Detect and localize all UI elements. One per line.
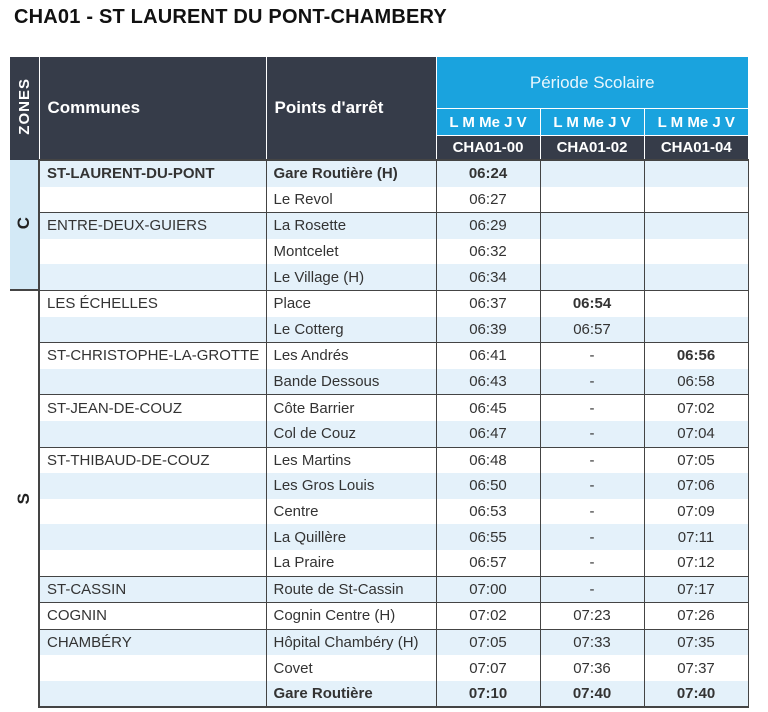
- days-header: L M Me J V: [436, 109, 540, 136]
- table-row: [10, 343, 748, 369]
- commune-cell: ENTRE-DEUX-GUIERS: [39, 213, 266, 239]
- commune-cell: [39, 681, 266, 708]
- time-cell: 06:50: [436, 473, 540, 499]
- table-row: [10, 395, 748, 421]
- commune-cell: CHAMBÉRY: [39, 629, 266, 655]
- time-cell: 07:12: [644, 550, 748, 576]
- stop-cell: Centre: [266, 499, 436, 525]
- time-cell: 06:41: [436, 343, 540, 369]
- table-row: [10, 264, 748, 290]
- table-row: [10, 681, 748, 708]
- time-cell: [540, 160, 644, 187]
- time-cell: 07:40: [644, 681, 748, 708]
- table-row: [10, 421, 748, 447]
- time-cell: [540, 187, 644, 213]
- table-row: [10, 524, 748, 550]
- time-cell: 07:10: [436, 681, 540, 708]
- time-cell: 07:17: [644, 576, 748, 603]
- stop-cell: Hôpital Chambéry (H): [266, 629, 436, 655]
- time-cell: [644, 239, 748, 265]
- table-row: [10, 213, 748, 239]
- time-cell: 07:05: [436, 629, 540, 655]
- table-row: [10, 655, 748, 681]
- time-cell: 06:45: [436, 395, 540, 421]
- commune-cell: [39, 369, 266, 395]
- time-cell: -: [540, 447, 644, 473]
- time-cell: 06:34: [436, 264, 540, 290]
- commune-cell: [39, 187, 266, 213]
- time-cell: -: [540, 524, 644, 550]
- timetable: [10, 57, 749, 708]
- time-cell: 07:04: [644, 421, 748, 447]
- time-cell: -: [540, 421, 644, 447]
- table-row: [10, 629, 748, 655]
- stop-cell: Côte Barrier: [266, 395, 436, 421]
- time-cell: 06:55: [436, 524, 540, 550]
- time-cell: 06:48: [436, 447, 540, 473]
- stop-cell: Gare Routière (H): [266, 160, 436, 187]
- table-row: [10, 239, 748, 265]
- table-row: [10, 160, 748, 187]
- zone-label: [10, 160, 39, 290]
- time-cell: 07:06: [644, 473, 748, 499]
- time-cell: 06:47: [436, 421, 540, 447]
- time-cell: -: [540, 576, 644, 603]
- time-cell: -: [540, 343, 644, 369]
- time-cell: 06:27: [436, 187, 540, 213]
- zones-header-label: ZONES: [15, 78, 33, 135]
- stop-cell: Bande Dessous: [266, 369, 436, 395]
- stop-cell: La Rosette: [266, 213, 436, 239]
- commune-cell: [39, 264, 266, 290]
- table-row: [10, 187, 748, 213]
- time-cell: [644, 264, 748, 290]
- stop-cell: Cognin Centre (H): [266, 603, 436, 630]
- table-row: [10, 447, 748, 473]
- zone-label-text: S: [14, 492, 33, 505]
- time-cell: 06:56: [644, 343, 748, 369]
- time-cell: 06:32: [436, 239, 540, 265]
- course-code: CHA01-00: [436, 136, 540, 161]
- time-cell: [644, 290, 748, 316]
- time-cell: 06:29: [436, 213, 540, 239]
- time-cell: -: [540, 395, 644, 421]
- stop-cell: La Praire: [266, 550, 436, 576]
- stop-cell: Gare Routière: [266, 681, 436, 708]
- zone-label-text: C: [14, 216, 33, 230]
- time-cell: 07:23: [540, 603, 644, 630]
- time-cell: 07:37: [644, 655, 748, 681]
- commune-cell: [39, 317, 266, 343]
- time-cell: 07:09: [644, 499, 748, 525]
- time-cell: 06:37: [436, 290, 540, 316]
- time-cell: 06:43: [436, 369, 540, 395]
- zones-header: [10, 57, 39, 160]
- course-code: CHA01-04: [644, 136, 748, 161]
- page-title: CHA01 - ST LAURENT DU PONT-CHAMBERY: [14, 6, 447, 28]
- time-cell: -: [540, 473, 644, 499]
- time-cell: 06:58: [644, 369, 748, 395]
- time-cell: -: [540, 369, 644, 395]
- time-cell: [540, 213, 644, 239]
- table-row: [10, 369, 748, 395]
- stop-cell: Les Andrés: [266, 343, 436, 369]
- stop-cell: Col de Couz: [266, 421, 436, 447]
- time-cell: 07:05: [644, 447, 748, 473]
- time-cell: 06:39: [436, 317, 540, 343]
- time-cell: [540, 264, 644, 290]
- days-header: L M Me J V: [540, 109, 644, 136]
- stop-cell: Le Revol: [266, 187, 436, 213]
- course-code: CHA01-02: [540, 136, 644, 161]
- stop-cell: La Quillère: [266, 524, 436, 550]
- time-cell: [644, 187, 748, 213]
- time-cell: 07:33: [540, 629, 644, 655]
- commune-cell: COGNIN: [39, 603, 266, 630]
- time-cell: 07:35: [644, 629, 748, 655]
- time-cell: 07:40: [540, 681, 644, 708]
- stop-cell: Le Cotterg: [266, 317, 436, 343]
- table-row: [10, 550, 748, 576]
- table-row: [10, 576, 748, 603]
- commune-cell: [39, 655, 266, 681]
- stop-cell: Les Martins: [266, 447, 436, 473]
- time-cell: 06:53: [436, 499, 540, 525]
- periode-header: Période Scolaire: [436, 57, 748, 109]
- time-cell: 06:57: [540, 317, 644, 343]
- commune-cell: ST-CHRISTOPHE-LA-GROTTE: [39, 343, 266, 369]
- time-cell: 07:02: [644, 395, 748, 421]
- time-cell: [644, 317, 748, 343]
- stop-cell: Le Village (H): [266, 264, 436, 290]
- time-cell: 07:00: [436, 576, 540, 603]
- commune-cell: [39, 524, 266, 550]
- time-cell: -: [540, 550, 644, 576]
- zone-label: [10, 290, 39, 707]
- stop-cell: Covet: [266, 655, 436, 681]
- time-cell: [644, 160, 748, 187]
- time-cell: 06:24: [436, 160, 540, 187]
- commune-cell: [39, 550, 266, 576]
- time-cell: [540, 239, 644, 265]
- commune-cell: [39, 421, 266, 447]
- table-row: [10, 317, 748, 343]
- table-row: [10, 603, 748, 630]
- commune-cell: ST-THIBAUD-DE-COUZ: [39, 447, 266, 473]
- commune-cell: ST-JEAN-DE-COUZ: [39, 395, 266, 421]
- table-row: [10, 473, 748, 499]
- days-header: L M Me J V: [644, 109, 748, 136]
- commune-cell: [39, 499, 266, 525]
- time-cell: -: [540, 499, 644, 525]
- time-cell: 07:26: [644, 603, 748, 630]
- time-cell: 07:07: [436, 655, 540, 681]
- table-row: [10, 290, 748, 316]
- time-cell: 07:36: [540, 655, 644, 681]
- commune-cell: ST-CASSIN: [39, 576, 266, 603]
- time-cell: [644, 213, 748, 239]
- stop-cell: Montcelet: [266, 239, 436, 265]
- table-row: [10, 499, 748, 525]
- stop-cell: Place: [266, 290, 436, 316]
- stop-cell: Route de St-Cassin: [266, 576, 436, 603]
- commune-cell: ST-LAURENT-DU-PONT: [39, 160, 266, 187]
- stop-cell: Les Gros Louis: [266, 473, 436, 499]
- points-header: Points d'arrêt: [266, 57, 436, 160]
- time-cell: 07:11: [644, 524, 748, 550]
- communes-header: Communes: [39, 57, 266, 160]
- commune-cell: LES ÉCHELLES: [39, 290, 266, 316]
- commune-cell: [39, 239, 266, 265]
- commune-cell: [39, 473, 266, 499]
- time-cell: 06:54: [540, 290, 644, 316]
- time-cell: 07:02: [436, 603, 540, 630]
- time-cell: 06:57: [436, 550, 540, 576]
